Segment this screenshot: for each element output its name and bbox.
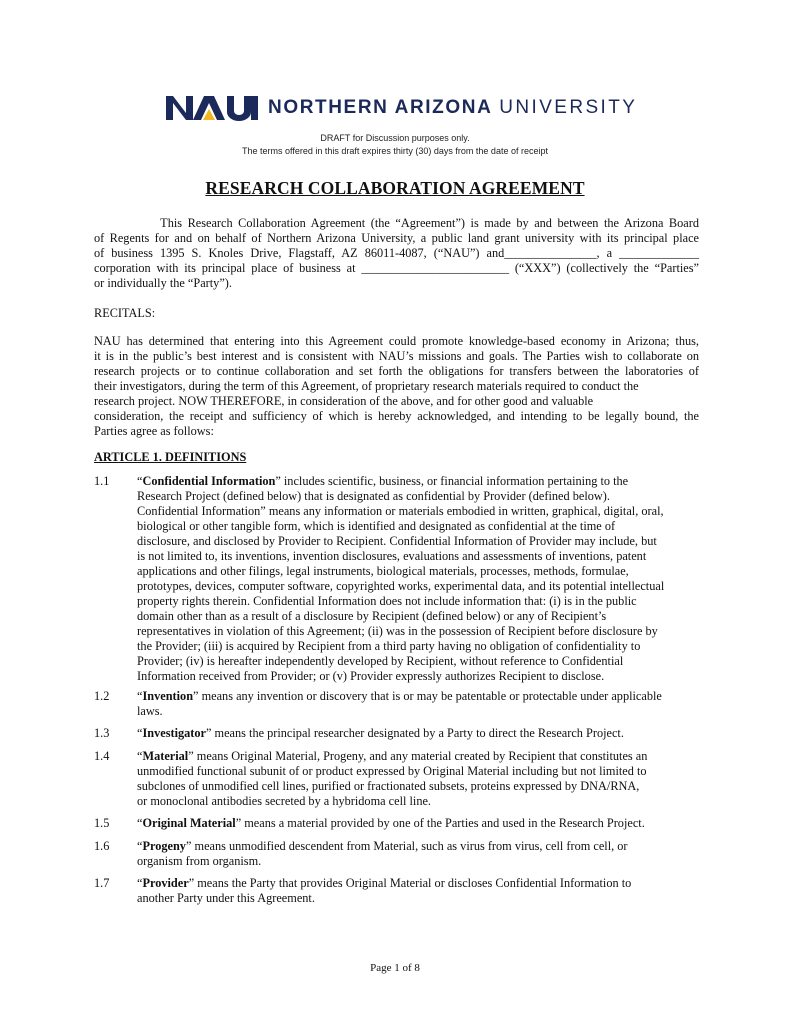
nau-logo-mark-icon xyxy=(166,95,260,121)
intro-line: of business 1395 S. Knoles Drive, Flagstaff, AZ 86011-4087, (“NAU”) and_______________, a _____________ xyxy=(94,246,699,260)
definition-text: domain other than as a result of a disclosure by Recipient (defined below) or any of Recipient’s xyxy=(137,609,607,623)
definition-body: “Provider” means the Party that provides Original Material or discloses Confidential Information to another Party under this Agreement. xyxy=(137,876,682,906)
logo-name-light: UNIVERSITY xyxy=(499,97,638,118)
recitals-line: research projects or to continue collaboration and set forth the obligations for transfers between the laboratories of xyxy=(94,364,699,378)
recitals-line: NAU has determined that entering into this Agreement could promote knowledge-based economy in Arizona; thus, xyxy=(94,334,699,348)
page-number: Page 1 of 8 xyxy=(370,962,420,974)
definition-text: representatives in violation of this Agreement; (ii) was in the possession of Recipient before disclosure by xyxy=(137,624,658,638)
draft-notice-line-1: DRAFT for Discussion purposes only. xyxy=(320,133,470,143)
definition-text: applications and other filings, legal instruments, biological materials, processes, methods, formulae, xyxy=(137,564,629,578)
recitals-heading: RECITALS: xyxy=(94,306,156,320)
definition-term: Investigator xyxy=(142,726,206,740)
definition-number: 1.2 xyxy=(94,689,110,703)
definition-text: ” includes scientific, business, or financial information pertaining to the xyxy=(275,474,629,488)
definition-text: ” means a material provided by one of the Parties and used in the Research Project. xyxy=(235,816,645,830)
intro-line: corporation with its principal place of business at ________________________ (“XXX”) (collectively the “Parties” xyxy=(94,261,699,275)
definition-text: Research Project (defined below) that is designated as confidential by Provider (defined below). xyxy=(137,489,610,503)
definition-text: subclones of unmodified cell lines, purified or fractionated subsets, proteins expressed by DNA/RNA, xyxy=(137,779,640,793)
definition-text: ” means the principal researcher designated by a Party to direct the Research Project. xyxy=(206,726,624,740)
definition-text: organism from organism. xyxy=(137,854,262,868)
intro-line: of Regents for and on behalf of Northern Arizona University, a public land grant university with its principal place xyxy=(94,231,699,245)
intro-paragraph xyxy=(94,216,699,291)
nau-logo xyxy=(166,94,637,122)
definition-number: 1.7 xyxy=(94,876,110,890)
recitals-paragraph xyxy=(94,334,699,439)
definition-text: disclosure, and disclosed by Provider to Recipient. Confidential Information of Provider may include, but xyxy=(137,534,657,548)
definition-body: “Progeny” means unmodified descendent from Material, such as virus from virus, cell from cell, or organism from organism. xyxy=(137,839,682,869)
definition-text: is not limited to, its inventions, invention disclosures, evaluations and assessments of inventions, patent xyxy=(137,549,647,563)
intro-line: or individually the “Party”). xyxy=(94,276,232,290)
recitals-line: their investigators, during the term of this Agreement, of proprietary research materials required to conduct the xyxy=(94,379,639,393)
definition-text: laws. xyxy=(137,704,163,718)
recitals-line: research project. NOW THEREFORE, in consideration of the above, and for other good and valuable xyxy=(94,394,594,408)
definition-text: Information received from Provider; or (v) Provider expressly authorizes Recipient to disclose. xyxy=(137,669,605,683)
definition-text: unmodified functional subunit of or product expressed by Original Material including but not limited to xyxy=(137,764,647,778)
definition-text: property rights therein. Confidential Information does not include information that: (i) is in the public xyxy=(137,594,637,608)
definition-text: the Provider; (iii) is acquired by Recipient from a third party having no obligation of confidentiality to xyxy=(137,639,641,653)
definition-body: “Investigator” means the principal researcher designated by a Party to direct the Research Project. xyxy=(137,726,624,740)
definition-number: 1.1 xyxy=(94,474,110,488)
definition-text: Confidential Information” means any information or materials embodied in written, graphical, digital, oral, xyxy=(137,504,664,518)
intro-line: This Research Collaboration Agreement (the “Agreement”) is made by and between the Arizona Board xyxy=(94,216,699,230)
definition-text: or monoclonal antibodies secreted by a hybridoma cell line. xyxy=(137,794,432,808)
draft-notice-line-2: The terms offered in this draft expires thirty (30) days from the date of receipt xyxy=(242,146,548,156)
definition-text: ” means unmodified descendent from Material, such as virus from virus, cell from cell, or xyxy=(185,839,628,853)
definition-body: “Material” means Original Material, Progeny, and any material created by Recipient that constitutes an unmodified functional subunit of or product expressed by Original Material including but not limited to subclones of unmodified cell lines, purified or fractionated subsets, proteins expressed by DNA/RNA, or monoclonal antibodies secreted by a hybridoma cell line. xyxy=(137,749,682,809)
definition-term: Confidential Information xyxy=(142,474,276,488)
definition-text: ” means the Party that provides Original Material or discloses Confidential Information to xyxy=(188,876,632,890)
definition-term: Invention xyxy=(142,689,194,703)
logo-name-bold: NORTHERN ARIZONA xyxy=(268,97,493,118)
definition-body: “Invention” means any invention or discovery that is or may be patentable or protectable under applicable laws. xyxy=(137,689,682,719)
recitals-line: Parties agree as follows: xyxy=(94,424,214,438)
definition-term: Provider xyxy=(142,876,189,890)
definition-number: 1.3 xyxy=(94,726,110,740)
definition-term: Original Material xyxy=(142,816,236,830)
document-title: RESEARCH COLLABORATION AGREEMENT xyxy=(205,178,585,198)
definition-body: “Original Material” means a material provided by one of the Parties and used in the Research Project. xyxy=(137,816,645,830)
definition-body: “Confidential Information” includes scientific, business, or financial information pertaining to the Research Project (defined below) that is designated as confidential by Provider (defined below). Confidential Information” means any information or materials embodied in written, graphical, digital, oral, biological or other tangible form, which is identified and designated as confidential at the time of disclosure, and disclosed by Provider to Recipient. Confidential Information of Provider may include, but is not limited to, its inventions, invention disclosures, evaluations and assessments of inventions, patent applications and other filings, legal instruments, biological materials, processes, methods, formulae, prototypes, devices, computer software, copyrighted works, experimental data, and its potential intellectual property rights therein. Confidential Information does not include information that: (i) is in the public domain other than as a result of a disclosure by Recipient (defined below) or any of Recipient’s representatives in violation of this Agreement; (ii) was in the possession of Recipient before disclosure by the Provider; (iii) is acquired by Recipient from a third party having no obligation of confidentiality to Provider; (iv) is hereafter independently developed by Recipient, without reference to Confidential Information received from Provider; or (v) Provider expressly authorizes Recipient to disclose. xyxy=(137,474,682,684)
article-1-heading: ARTICLE 1. DEFINITIONS xyxy=(94,450,247,464)
definition-term: Material xyxy=(142,749,189,763)
definition-text: Provider; (iv) is hereafter independently developed by Recipient, without reference to Confidential xyxy=(137,654,624,668)
definition-text: ” means Original Material, Progeny, and any material created by Recipient that constitutes an xyxy=(188,749,648,763)
definition-text: prototypes, devices, computer software, copyrighted works, experimental data, and its potential intellectual xyxy=(137,579,665,593)
university-name xyxy=(268,97,637,119)
recitals-line: consideration, the receipt and sufficiency of which is hereby acknowledged, and intending to be legally bound, the xyxy=(94,409,699,423)
definition-text: another Party under this Agreement. xyxy=(137,891,315,905)
definition-number: 1.6 xyxy=(94,839,110,853)
definition-term: Progeny xyxy=(142,839,186,853)
definition-text: ” means any invention or discovery that is or may be patentable or protectable under applicable xyxy=(193,689,662,703)
recitals-line: it is in the public’s best interest and is consistent with NAU’s missions and goals. The Parties wish to collaborate on xyxy=(94,349,699,363)
definition-number: 1.4 xyxy=(94,749,110,763)
definition-number: 1.5 xyxy=(94,816,110,830)
definition-text: biological or other tangible form, which is identified and designated as confidential at the time of xyxy=(137,519,616,533)
